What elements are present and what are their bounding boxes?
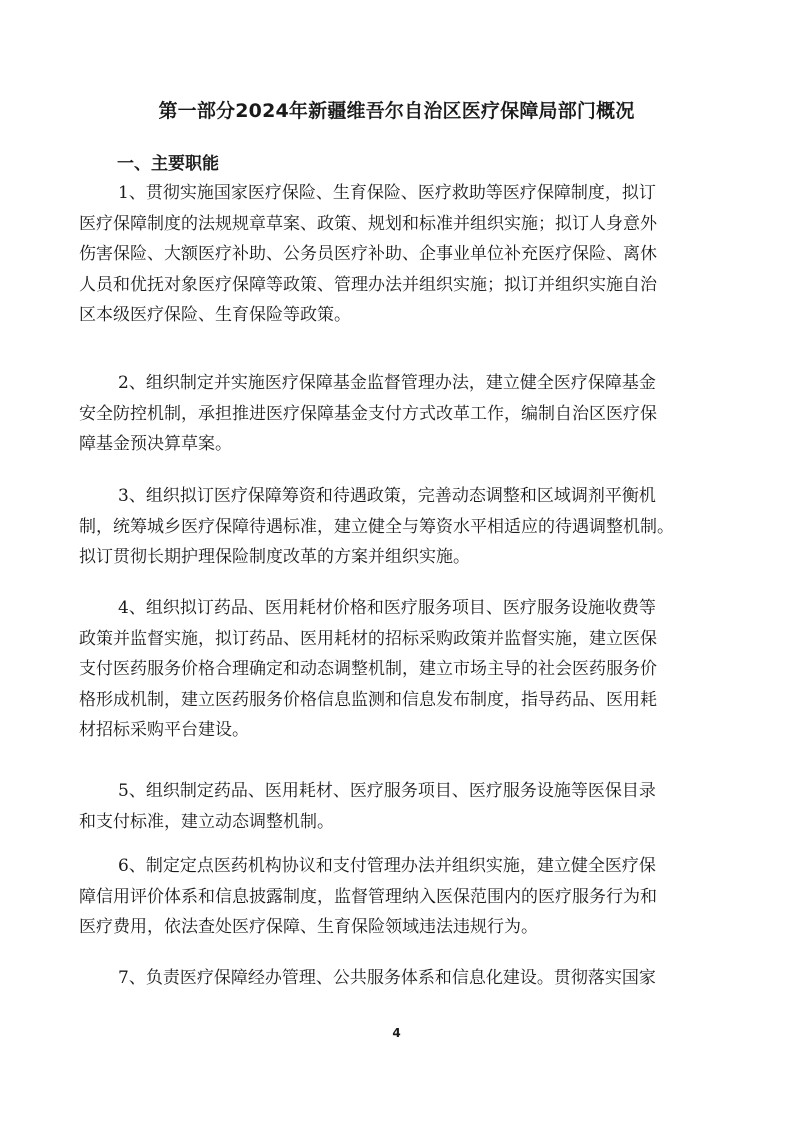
paragraph-line: 支付医药服务价格合理确定和动态调整机制，建立市场主导的社会医药服务价	[79, 659, 657, 679]
paragraph-line: 1、贯彻实施国家医疗保险、生育保险、医疗救助等医疗保障制度，拟订	[118, 183, 656, 203]
paragraph-line: 格形成机制，建立医药服务价格信息监测和信息发布制度，指导药品、医用耗	[79, 689, 657, 710]
paragraph-5	[79, 776, 719, 837]
paragraph-3	[79, 481, 719, 573]
paragraph-line: 拟订贯彻长期护理保险制度改革的方案并组织实施。	[79, 547, 470, 567]
paragraph-line: 人员和优抚对象医疗保障等政策、管理办法并组织实施；拟订并组织实施自治	[79, 274, 657, 295]
paragraph-2	[79, 368, 719, 460]
paragraph-line: 3、组织拟订医疗保障筹资和待遇政策，完善动态调整和区域调剂平衡机	[118, 486, 656, 506]
paragraph-line: 障信用评价体系和信息披露制度，监督管理纳入医保范围内的医疗服务行为和	[79, 886, 657, 907]
paragraph-line: 政策并监督实施，拟订药品、医用耗材的招标采购政策并监督实施，建立医保	[79, 628, 657, 649]
paragraph-line: 障基金预决算草案。	[79, 434, 232, 454]
paragraph-line: 7、负责医疗保障经办管理、公共服务体系和信息化建设。贯彻落实国家	[118, 968, 656, 988]
paragraph-1	[79, 178, 719, 331]
paragraph-line: 医疗费用，依法查处医疗保障、生育保险领域违法违规行为。	[79, 917, 538, 937]
document-title: 第一部分2024年新疆维吾尔自治区医疗保障局部门概况	[158, 100, 635, 122]
paragraph-line: 6、制定定点医药机构协议和支付管理办法并组织实施，建立健全医疗保	[118, 856, 656, 876]
paragraph-line: 制，统筹城乡医疗保障待遇标准，建立健全与筹资水平相适应的待遇调整机制。	[79, 516, 674, 537]
paragraph-line: 2、组织制定并实施医疗保障基金监督管理办法，建立健全医疗保障基金	[118, 373, 656, 393]
section-heading: 一、主要职能	[117, 154, 219, 174]
paragraph-line: 和支付标准，建立动态调整机制。	[79, 811, 334, 832]
paragraph-line: 5、组织制定药品、医用耗材、医疗服务项目、医疗服务设施等医保目录	[118, 781, 656, 801]
paragraph-line: 材招标采购平台建设。	[79, 720, 249, 740]
page-number: 4	[392, 1026, 401, 1040]
paragraph-4	[79, 593, 719, 746]
paragraph-line: 4、组织拟订药品、医用耗材价格和医疗服务项目、医疗服务设施收费等	[118, 598, 656, 618]
paragraph-line: 安全防控机制，承担推进医疗保障基金支付方式改革工作，编制自治区医疗保	[79, 403, 657, 424]
paragraph-line: 医疗保障制度的法规规章草案、政策、规划和标准并组织实施；拟订人身意外	[79, 213, 657, 234]
paragraph-line: 伤害保险、大额医疗补助、公务员医疗补助、企事业单位补充医疗保险、离休	[79, 244, 657, 264]
paragraph-7	[79, 963, 719, 994]
paragraph-line: 区本级医疗保险、生育保险等政策。	[79, 305, 351, 325]
paragraph-6	[79, 851, 719, 943]
